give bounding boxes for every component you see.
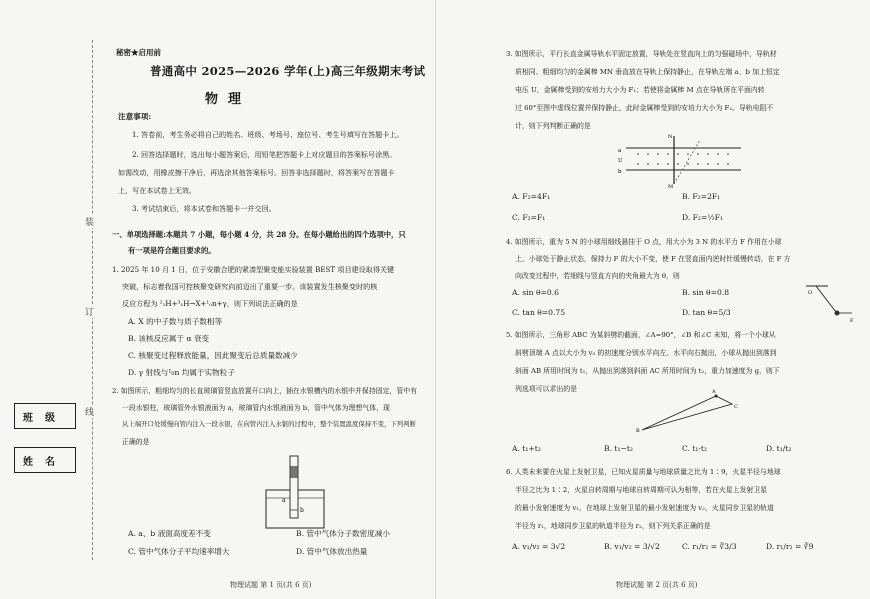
exam-page-2 xyxy=(435,0,870,599)
q6-option-b: B. v₁/v₂ = 3/√2 xyxy=(604,542,660,551)
q4-figure xyxy=(798,280,858,325)
q5-stem: 5. 如图所示，三角形 ABC 为某斜劈的截面，∠A=90°，∠B 和∠C 未知，将一个小球从 xyxy=(506,331,776,339)
notice-heading: 注意事项: xyxy=(118,112,152,121)
page-footer: 物理试题 第 1 页(共 6 页) xyxy=(230,581,312,589)
q2-option-b: B. 管中气体分子数密度减小 xyxy=(296,529,390,538)
q1-stem: 1. 2025 年 10 月 1 日，位于安徽合肥的紧凑型聚变能实验装置 BEST 项目建设取得关键 xyxy=(112,265,395,274)
svg-text:C: C xyxy=(734,404,738,410)
notice-line: 如需改动，用橡皮擦干净后，再选涂其他答案标号。回答非选择题时，将答案写在答题卡 xyxy=(118,168,395,177)
q4-stem: 上，小球处于静止状态，保持力 F 的大小不变，使 F 在竖直面内逆时针缓慢转动，在 F 方 xyxy=(515,255,791,263)
notice-line: 3. 考试结束后，将本试卷和答题卡一并交回。 xyxy=(132,204,276,213)
q3-stem: 质相同、粗细均匀的金属棒 MN 垂直放在导轨上保持静止，在导轨左端 a、b 加上恒定 xyxy=(515,68,780,76)
section-heading: 一、单项选择题:本题共 7 小题，每小题 4 分，共 28 分。在每小题给出的四个选项中，只 xyxy=(112,230,406,239)
q3-stem: 过 60°至图中虚线位置并保持静止，此时金属棒受到的安培力大小为 F₂。导轨电阻不 xyxy=(515,104,774,112)
q2-figure xyxy=(260,452,330,530)
svg-text:N: N xyxy=(668,134,673,140)
svg-text:A: A xyxy=(712,389,716,395)
q4-stem: 向改变过程中，若细线与竖直方向的夹角最大为 θ，则 xyxy=(515,272,680,280)
svg-text:b: b xyxy=(300,507,304,514)
binding-dash-line xyxy=(92,40,93,560)
binding-char-1: 装 xyxy=(85,215,94,228)
q1-option-b: B. 该核反应属于 α 衰变 xyxy=(128,334,210,343)
svg-text:a: a xyxy=(618,148,622,154)
q6-stem: 6. 人类未来要在火星上发射卫星，已知火星质量与地球质量之比为 1∶9，火星半径与地球 xyxy=(506,468,781,476)
q2-option-a: A. a、b 液面高度差不变 xyxy=(128,529,211,538)
q3-stem: 计，则下列判断正确的是 xyxy=(515,122,591,130)
q1-stem: 反应方程为 ²₁H+³₁H→X+¹₀n+γ，则下列说法正确的是 xyxy=(122,299,298,308)
svg-text:M: M xyxy=(668,184,674,190)
q1-option-c: C. 核聚变过程释放能量，因此聚变后总质量数减少 xyxy=(128,351,298,360)
q4-option-c: C. tan θ=0.75 xyxy=(512,308,566,317)
q5-option-c: C. t₁·t₂ xyxy=(682,444,707,453)
binding-margin xyxy=(0,0,108,599)
q6-stem: 半径为 r₁，地球同步卫星的轨道半径为 r₂，则下列关系正确的是 xyxy=(515,522,711,530)
q2-stem: 正确的是 xyxy=(122,438,150,446)
q6-stem: 半径之比为 1∶2，火星自转周期与地球自转周期可认为相等，若在火星上发射卫星 xyxy=(515,486,768,494)
q3-option-b: B. F₂=2F₁ xyxy=(682,192,721,201)
exam-title: 普通高中 2025—2026 学年(上)高三年级期末考试 xyxy=(150,64,426,78)
q4-option-b: B. sin θ=0.8 xyxy=(682,288,730,297)
q4-option-d: D. tan θ=5/3 xyxy=(682,308,731,317)
secret-label: 秘密★启用前 xyxy=(116,48,161,57)
q5-option-a: A. t₁+t₂ xyxy=(512,444,541,453)
q2-option-c: C. 管中气体分子平均速率增大 xyxy=(128,547,230,556)
notice-line: 2. 回答选择题时，选出每小题答案后，用铅笔把答题卡上对应题目的答案标号涂黑。 xyxy=(132,150,397,159)
q3-figure xyxy=(616,132,746,190)
binding-char-2: 订 xyxy=(85,305,94,318)
svg-text:F: F xyxy=(850,318,854,324)
svg-text:O: O xyxy=(808,290,813,296)
class-box: 班级 xyxy=(14,403,76,429)
svg-text:U: U xyxy=(618,158,623,164)
q1-option-d: D. γ 射线与¹₀n 均属于实物粒子 xyxy=(128,368,235,377)
q6-stem: 的最小发射速度为 v₁，在地球上发射卫星的最小发射速度为 v₂，火星同步卫星的轨道 xyxy=(515,504,774,512)
q5-stem: 斜面 AB 所用时间为 t₁，从抛出到落到斜面 AC 所用时间为 t₂，重力加速度为 g，则下 xyxy=(515,367,780,375)
q5-figure xyxy=(636,388,746,436)
subject-title: 物理 xyxy=(205,92,252,107)
svg-text:b: b xyxy=(618,169,622,175)
section-heading-cont: 有一项是符合题目要求的。 xyxy=(128,246,216,255)
binding-char-3: 线 xyxy=(85,405,94,418)
q3-stem: 电压 U，金属棒受到的安培力大小为 F₁；若使将金属棒 M 点在导轨所在平面内转 xyxy=(515,86,765,94)
page-footer: 物理试题 第 2 页(共 6 页) xyxy=(616,581,698,589)
q3-option-c: C. F₂=F₁ xyxy=(512,213,546,222)
name-box: 姓名 xyxy=(14,447,76,473)
q1-option-a: A. X 的中子数与质子数相等 xyxy=(128,317,223,326)
svg-text:a: a xyxy=(282,497,286,504)
q1-stem: 突破，标志着我国可控核聚变研究向前迈出了重要一步。该装置发生核聚变时的核 xyxy=(122,282,378,291)
q2-option-d: D. 管中气体放出热量 xyxy=(296,547,368,556)
q2-stem: 从上端开口处缓慢向管内注入一段水银，在向管内注入水银的过程中，整个装置温度保持不变，下列判断 xyxy=(122,420,416,428)
q6-option-a: A. v₁/v₂ = 3√2 xyxy=(512,542,566,551)
svg-text:B: B xyxy=(636,428,640,434)
q5-stem: 列选项可以求出的是 xyxy=(515,385,578,393)
q5-option-d: D. t₁/t₂ xyxy=(766,444,792,453)
q3-stem: 3. 如图所示，平行长直金属导轨水平固定放置，导轨处在竖直向上的匀强磁场中，导轨材 xyxy=(506,50,777,58)
notice-line: 1. 答卷前，考生务必将自己的姓名、班级、考场号、座位号、考生号填写在答题卡上。 xyxy=(132,130,404,139)
q4-stem: 4. 如图所示，重为 5 N 的小球用细线悬挂于 O 点，用大小为 3 N 的水平力 F 作用在小球 xyxy=(506,238,782,246)
q2-stem: 一段水银柱，玻璃管外水银液面为 a，玻璃管内水银液面为 b，管中气体为理想气体，现 xyxy=(122,404,390,412)
q2-stem: 2. 如图所示，粗细均匀的长直玻璃管竖直放置开口向上，插在水银槽内的水银中并保持固定，管中有 xyxy=(112,387,418,395)
q6-option-d: D. r₁/r₂ = ∛9 xyxy=(766,542,814,551)
q5-stem: 斜劈顶端 A 点以大小为 v₀ 的初速度分别水平向左、水平向右抛出，小球从抛出到落到 xyxy=(515,349,777,357)
q3-option-a: A. F₂=4F₁ xyxy=(512,192,551,201)
q3-option-d: D. F₂=½F₁ xyxy=(682,213,723,222)
q5-option-b: B. t₁−t₂ xyxy=(604,444,633,453)
q4-option-a: A. sin θ=0.6 xyxy=(512,288,559,297)
q6-option-c: C. r₁/r₂ = ∛3/3 xyxy=(682,542,737,551)
notice-line: 上，写在本试卷上无效。 xyxy=(118,186,197,195)
